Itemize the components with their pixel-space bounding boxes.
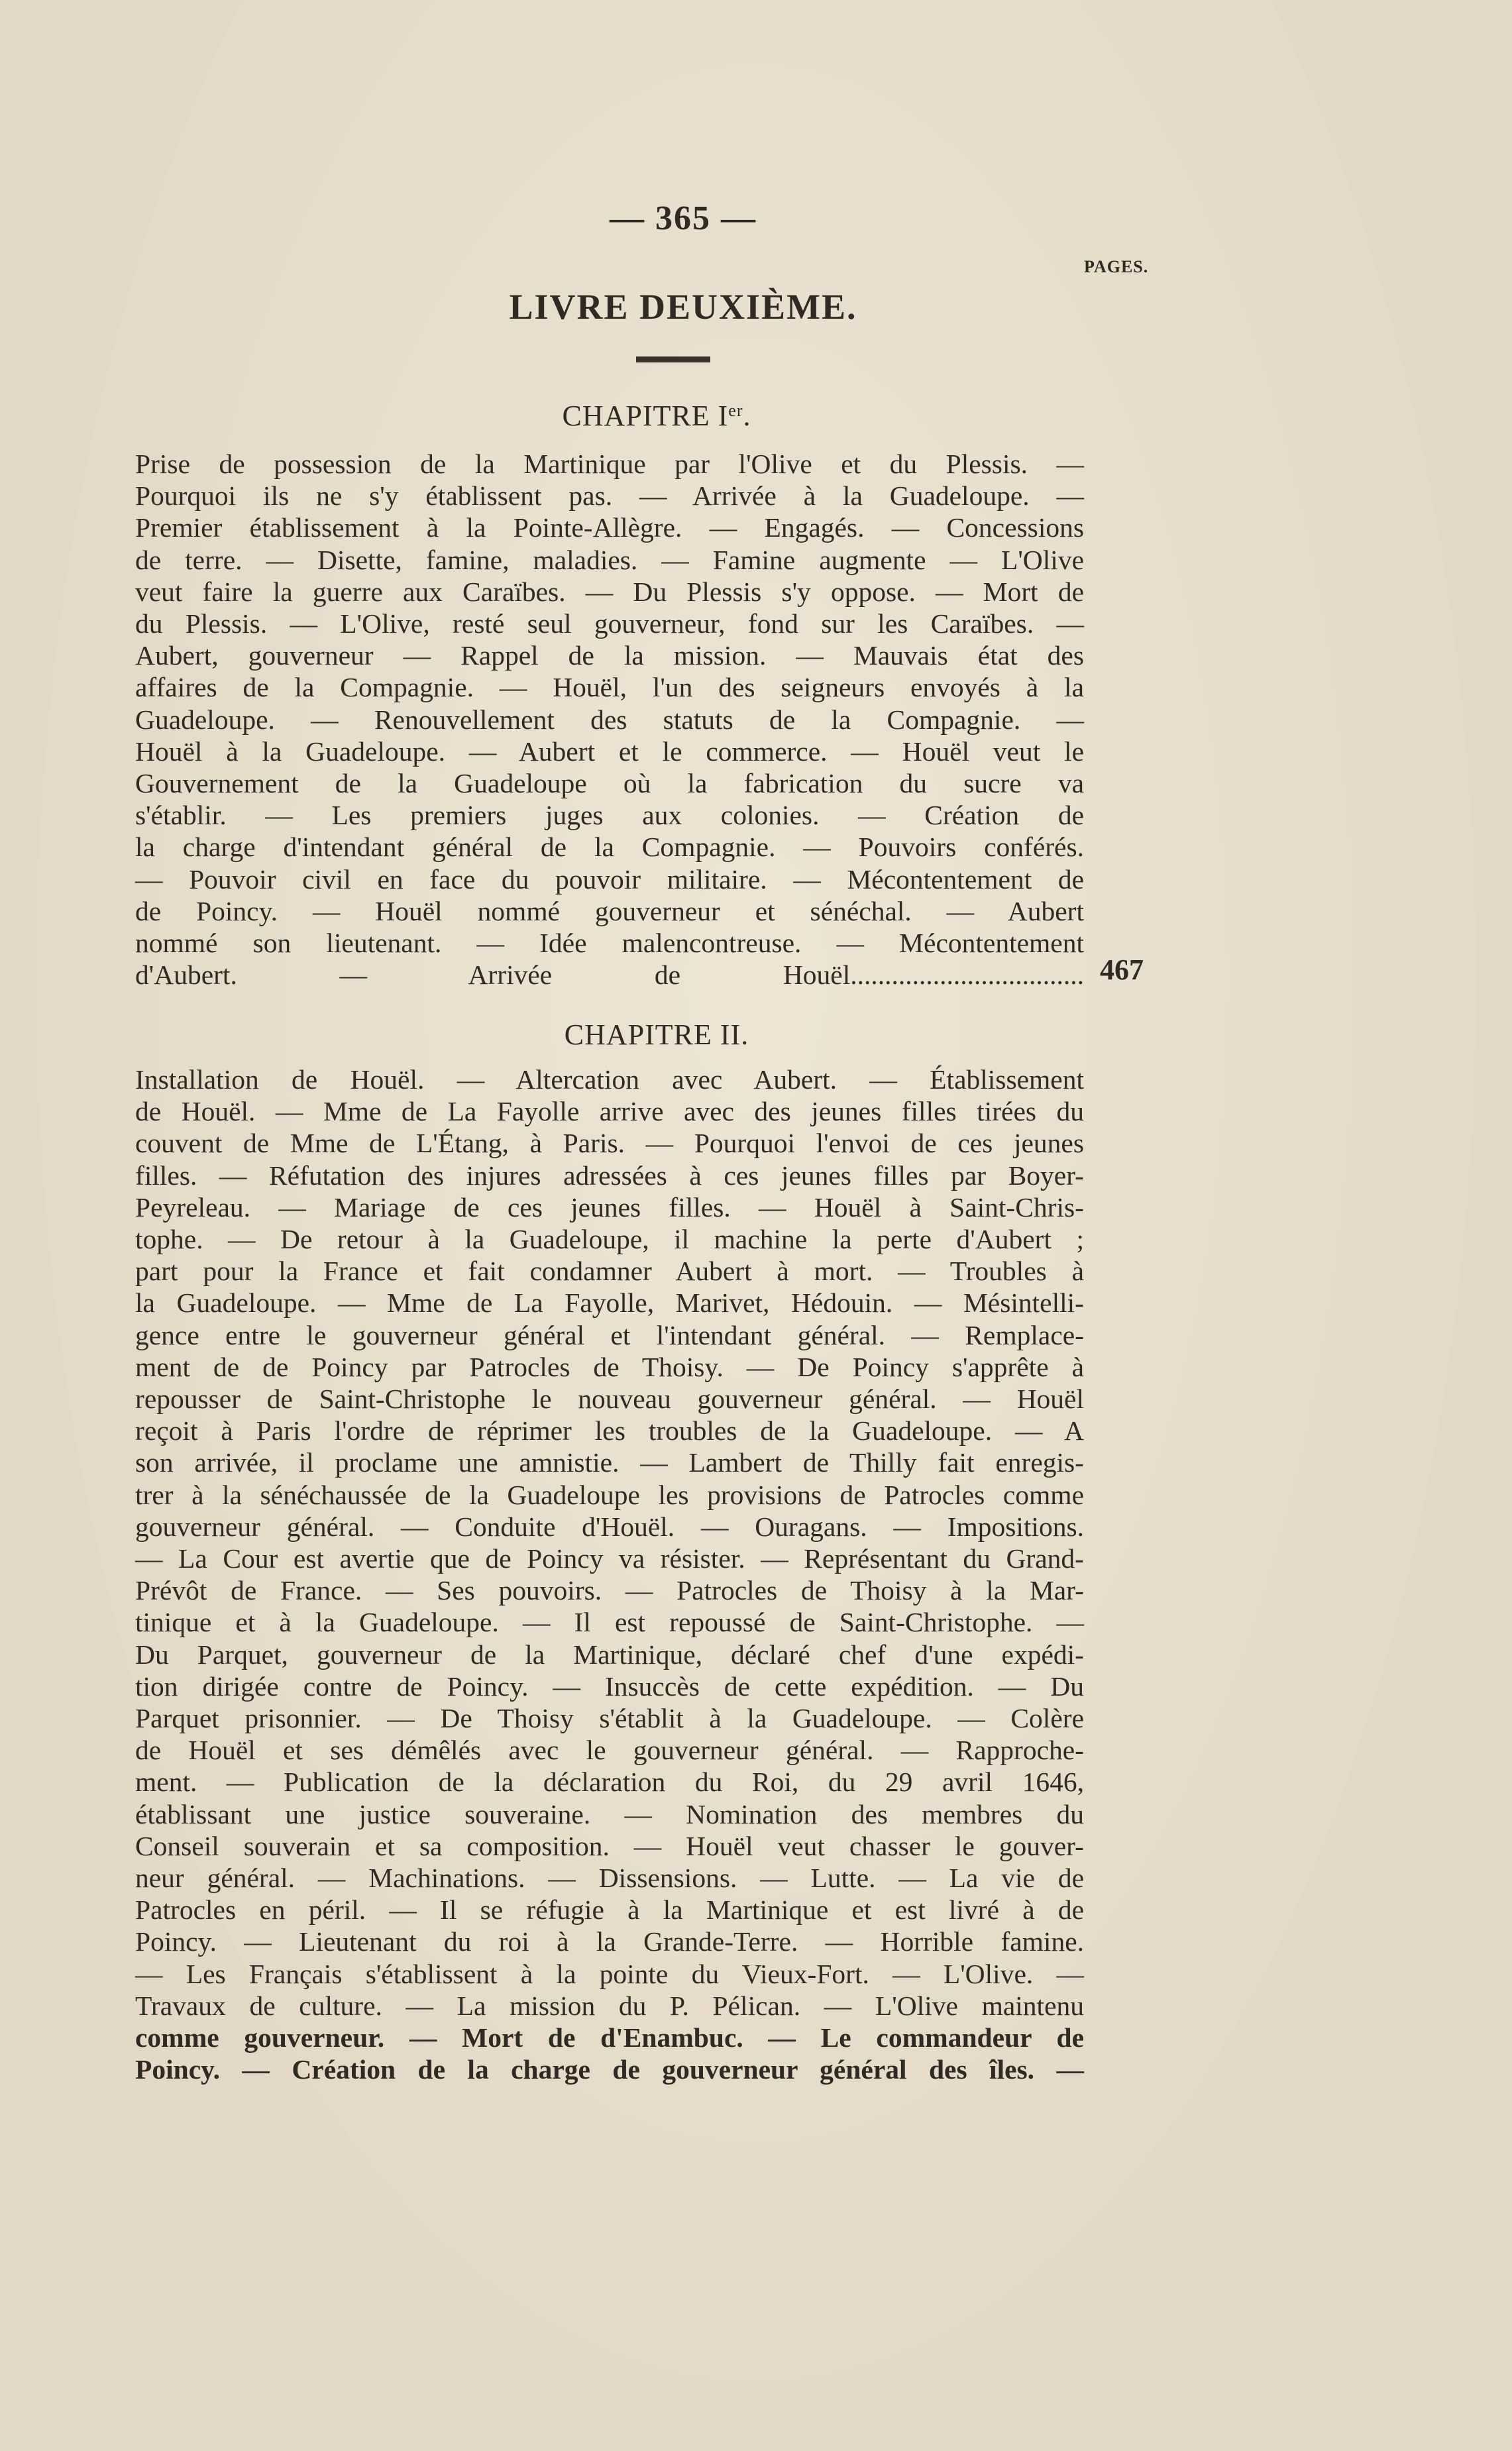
summary-line: tophe. — De retour à la Guadeloupe, il machine la perte d'Aubert ; [135, 1224, 1084, 1255]
summary-line: repousser de Saint-Christophe le nouveau gouverneur général. — Houël [135, 1384, 1084, 1415]
summary-line: Conseil souverain et sa composition. — Houël veut chasser le gouver- [135, 1830, 1084, 1861]
summary-line: Gouvernement de la Guadeloupe où la fabrication du sucre va [135, 768, 1084, 799]
chapter-1-heading-sup: er [728, 401, 743, 420]
summary-line: — Les Français s'établissent à la pointe du Vieux-Fort. — L'Olive. — [135, 1958, 1084, 1989]
summary-line: Prévôt de France. — Ses pouvoirs. — Patrocles de Thoisy à la Mar- [135, 1575, 1084, 1606]
summary-line: couvent de Mme de L'Étang, à Paris. — Pourquoi l'envoi de ces jeunes [135, 1128, 1084, 1159]
summary-line: trer à la sénéchaussée de la Guadeloupe les provisions de Patrocles comme [135, 1479, 1084, 1510]
summary-line: nommé son lieutenant. — Idée malencontreuse. — Mécontentement [135, 928, 1084, 959]
chapter-1-heading-end: . [743, 400, 751, 432]
summary-line: la charge d'intendant général de la Compagnie. — Pouvoirs conférés. [135, 832, 1084, 863]
summary-line: Aubert, gouverneur — Rappel de la mission. — Mauvais état des [135, 640, 1084, 671]
summary-line: gouverneur général. — Conduite d'Houël. — Ouragans. — Impositions. [135, 1511, 1084, 1542]
page-number: — 365 — [610, 199, 757, 237]
chapter-2-heading: CHAPITRE II. [564, 1018, 749, 1051]
pages-column-label: PAGES. [1084, 257, 1149, 276]
summary-line: Travaux de culture. — La mission du P. Pélican. — L'Olive maintenu [135, 1990, 1084, 2021]
summary-line: Premier établissement à la Pointe-Allègre. — Engagés. — Concessions [135, 512, 1084, 543]
summary-line: d'Aubert. — Arrivée de Houël.................................. [135, 959, 1084, 991]
chapter-1-summary [135, 448, 1084, 991]
summary-line: ment de de Poincy par Patrocles de Thoisy. — De Poincy s'apprête à [135, 1351, 1084, 1382]
summary-line: Prise de possession de la Martinique par l'Olive et du Plessis. — [135, 449, 1084, 479]
summary-line: comme gouverneur. — Mort de d'Enambuc. — Le commandeur de [135, 2022, 1084, 2053]
summary-line: Installation de Houël. — Altercation avec Aubert. — Établissement [135, 1064, 1084, 1095]
summary-line: affaires de la Compagnie. — Houël, l'un des seigneurs envoyés à la [135, 672, 1084, 703]
summary-line: Poincy. — Lieutenant du roi à la Grande-Terre. — Horrible famine. [135, 1926, 1084, 1957]
summary-line: la Guadeloupe. — Mme de La Fayolle, Marivet, Hédouin. — Mésintelli- [135, 1287, 1084, 1319]
book-title: LIVRE DEUXIÈME. [509, 287, 857, 327]
summary-line: ment. — Publication de la déclaration du Roi, du 29 avril 1646, [135, 1767, 1084, 1798]
summary-line: de Houël et ses démêlés avec le gouverneur général. — Rapproche- [135, 1735, 1084, 1766]
summary-line: Pourquoi ils ne s'y établissent pas. — Arrivée à la Guadeloupe. — [135, 480, 1084, 512]
summary-line: part pour la France et fait condamner Aubert à mort. — Troubles à [135, 1256, 1084, 1287]
summary-line: Peyreleau. — Mariage de ces jeunes filles. — Houël à Saint-Chris- [135, 1191, 1084, 1223]
title-divider [636, 356, 710, 362]
summary-line: filles. — Réfutation des injures adressées à ces jeunes filles par Boyer- [135, 1160, 1084, 1191]
summary-line: tinique et à la Guadeloupe. — Il est repoussé de Saint-Christophe. — [135, 1607, 1084, 1638]
summary-line: reçoit à Paris l'ordre de réprimer les troubles de la Guadeloupe. — A [135, 1415, 1084, 1446]
summary-line: son arrivée, il proclame une amnistie. — Lambert de Thilly fait enregis- [135, 1447, 1084, 1478]
summary-line: Parquet prisonnier. — De Thoisy s'établit à la Guadeloupe. — Colère [135, 1703, 1084, 1734]
summary-line: de Poincy. — Houël nommé gouverneur et sénéchal. — Aubert [135, 895, 1084, 926]
summary-line: gence entre le gouverneur général et l'intendant général. — Remplace- [135, 1319, 1084, 1350]
summary-line: du Plessis. — L'Olive, resté seul gouverneur, fond sur les Caraïbes. — [135, 608, 1084, 639]
summary-line: Houël à la Guadeloupe. — Aubert et le commerce. — Houël veut le [135, 735, 1084, 767]
summary-line: s'établir. — Les premiers juges aux colonies. — Création de [135, 800, 1084, 831]
chapter-1-page-ref: 467 [1100, 953, 1144, 986]
summary-line: Patrocles en péril. — Il se réfugie à la Martinique et est livré à de [135, 1894, 1084, 1926]
summary-line: de Houël. — Mme de La Fayolle arrive avec des jeunes filles tirées du [135, 1096, 1084, 1127]
chapter-2-summary [135, 1063, 1084, 2086]
summary-line: veut faire la guerre aux Caraïbes. — Du Plessis s'y oppose. — Mort de [135, 576, 1084, 607]
summary-line: neur général. — Machinations. — Dissensions. — Lutte. — La vie de [135, 1863, 1084, 1894]
summary-line: — La Cour est avertie que de Poincy va résister. — Représentant du Grand- [135, 1543, 1084, 1574]
summary-line: Guadeloupe. — Renouvellement des statuts de la Compagnie. — [135, 704, 1084, 735]
summary-line: — Pouvoir civil en face du pouvoir militaire. — Mécontentement de [135, 863, 1084, 895]
chapter-1-heading [0, 399, 1413, 433]
summary-line: tion dirigée contre de Poincy. — Insuccès de cette expédition. — Du [135, 1670, 1084, 1702]
chapter-1-heading-text: CHAPITRE I [562, 400, 729, 432]
summary-line: Poincy. — Création de la charge de gouverneur général des îles. — [135, 2054, 1084, 2085]
summary-line: Du Parquet, gouverneur de la Martinique, déclaré chef d'une expédi- [135, 1639, 1084, 1670]
summary-line: de terre. — Disette, famine, maladies. — Famine augmente — L'Olive [135, 544, 1084, 575]
summary-line: établissant une justice souveraine. — Nomination des membres du [135, 1798, 1084, 1829]
